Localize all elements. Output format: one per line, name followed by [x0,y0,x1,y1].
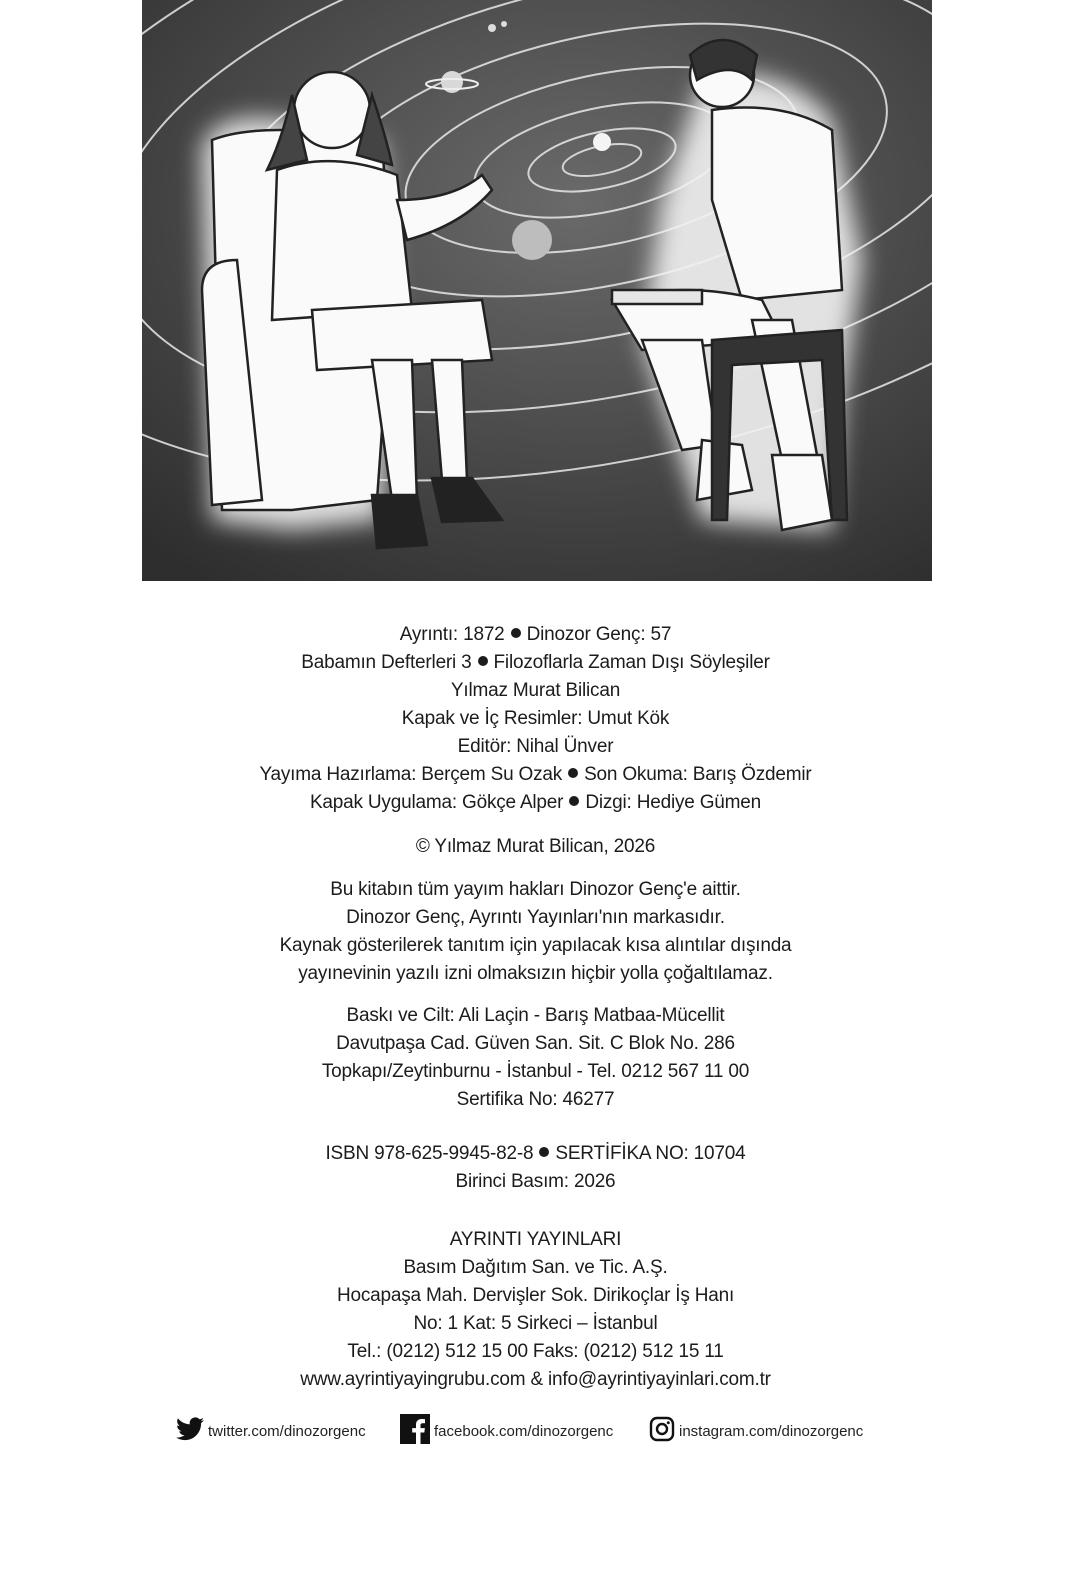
rights-line: Bu kitabın tüm yayım hakları Dinozor Genç'e aittir. [330,879,741,900]
credits-block [0,621,1071,817]
publisher-line: Hocapaşa Mah. Dervişler Sok. Dirikoçlar İş Hanı [336,1285,735,1306]
prep-line: Yayıma Hazırlama: Berçem Su Ozak Son Okuma: Barış Özdemir [259,764,812,785]
title-line: Babamın Defterleri 3 Filozoflarla Zaman Dışı Söyleşiler [301,652,770,673]
copyright-line: © Yılmaz Murat Bilican, 2026 [415,836,656,857]
publisher-line: Tel.: (0212) 512 15 00 Faks: (0212) 512 15 11 [347,1341,724,1362]
printer-line: Topkapı/Zeytinburnu - İstanbul - Tel. 0212 567 11 00 [321,1061,750,1082]
copyright-block [0,833,1071,861]
author-line: Yılmaz Murat Bilican [450,680,621,701]
publisher-block [0,1226,1071,1394]
cover-illustration [142,0,932,581]
social-facebook [400,1414,613,1448]
illustrations-line: Kapak ve İç Resimler: Umut Kök [401,708,670,729]
publisher-line: No: 1 Kat: 5 Sirkeci – İstanbul [413,1313,658,1334]
bullet-separator [539,1147,549,1157]
rights-line: Kaynak gösterilerek tanıtım için yapılacak kısa alıntılar dışında [279,935,792,956]
bullet-separator [511,628,521,638]
printer-block [0,1002,1071,1114]
social-twitter [176,1414,366,1448]
publisher-line: Basım Dağıtım San. ve Tic. A.Ş. [403,1257,668,1278]
facebook-label: facebook.com/dinozorgenc [434,1422,614,1440]
rights-line: Dinozor Genç, Ayrıntı Yayınları'nın markasıdır. [346,907,725,928]
bullet-separator [568,768,578,778]
facebook-icon [400,1414,430,1448]
printer-line: Davutpaşa Cad. Güven San. Sit. C Blok No. 286 [336,1033,735,1054]
twitter-label: twitter.com/dinozorgenc [208,1422,366,1440]
bullet-separator [478,656,488,666]
printer-line: Sertifika No: 46277 [456,1089,615,1110]
printer-line: Baskı ve Cilt: Ali Laçin - Barış Matbaa-Mücellit [346,1005,725,1026]
isbn-line: ISBN 978-625-9945-82-8 SERTİFİKA NO: 10704 [325,1143,746,1164]
bullet-separator [569,796,579,806]
social-instagram [649,1414,863,1448]
rights-line: yayınevinin yazılı izni olmaksızın hiçbir yolla çoğaltılamaz. [298,963,773,984]
instagram-icon [649,1416,675,1446]
rights-block [0,876,1071,988]
publisher-web-line: www.ayrintiyayingrubu.com & info@ayrintiyayinlari.com.tr [300,1369,771,1390]
instagram-label: instagram.com/dinozorgenc [679,1422,864,1440]
twitter-icon [176,1417,204,1445]
isbn-block [0,1140,1071,1196]
series-line: Ayrıntı: 1872 Dinozor Genç: 57 [399,624,672,645]
editor-line: Editör: Nihal Ünver [457,736,614,757]
publisher-name: AYRINTI YAYINLARI [449,1229,622,1250]
cover-line: Kapak Uygulama: Gökçe Alper Dizgi: Hediye Gümen [309,792,762,813]
edition-line: Birinci Basım: 2026 [455,1171,616,1192]
